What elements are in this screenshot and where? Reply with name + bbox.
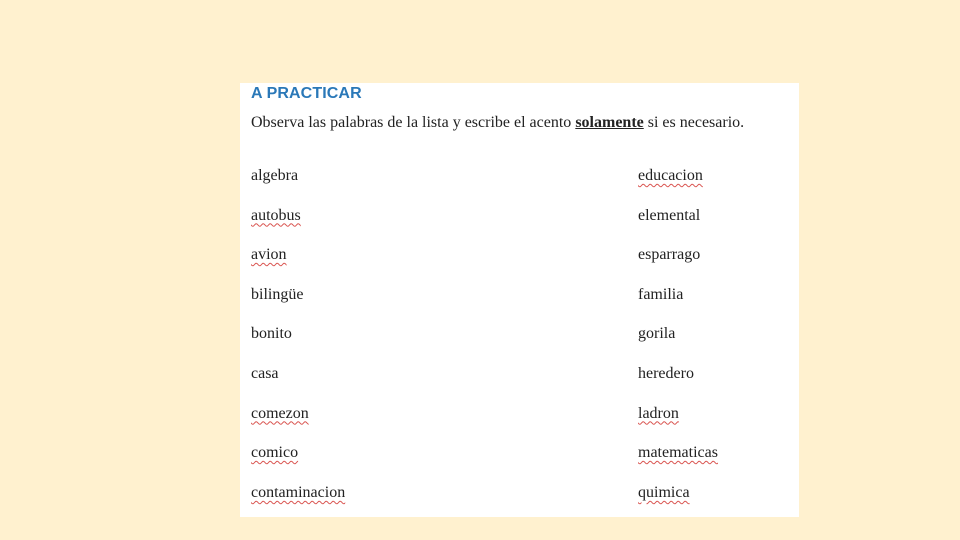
right-word-item: heredero	[638, 365, 694, 382]
instruction-after: si es necesario.	[643, 114, 745, 131]
left-word-item: comico	[251, 444, 299, 462]
right-word-item: ladron	[638, 404, 679, 422]
worksheet-title: A PRACTICAR	[251, 85, 362, 102]
right-word-item: quimica	[638, 483, 690, 501]
instruction-text	[251, 114, 744, 132]
left-word-item: bilingüe	[251, 285, 304, 303]
instruction-emphasis: solamente	[575, 114, 644, 131]
instruction-before: Observa las palabras de la lista y escribe el acento	[251, 114, 576, 131]
worksheet-panel	[240, 83, 799, 517]
left-word-item: avion	[251, 246, 287, 264]
left-word-item: contaminacion	[251, 483, 346, 501]
right-word-item: familia	[638, 285, 684, 303]
right-word-item: educacion	[638, 167, 703, 184]
left-word-item: autobus	[251, 206, 301, 224]
right-word-item: elemental	[638, 206, 701, 224]
right-word-item: esparrago	[638, 246, 701, 264]
right-word-item: gorila	[638, 325, 676, 343]
left-word-item: casa	[251, 365, 279, 382]
left-word-item: comezon	[251, 404, 309, 422]
left-word-item: bonito	[251, 325, 292, 343]
right-word-item: matematicas	[638, 444, 718, 462]
left-word-item: algebra	[251, 167, 299, 184]
